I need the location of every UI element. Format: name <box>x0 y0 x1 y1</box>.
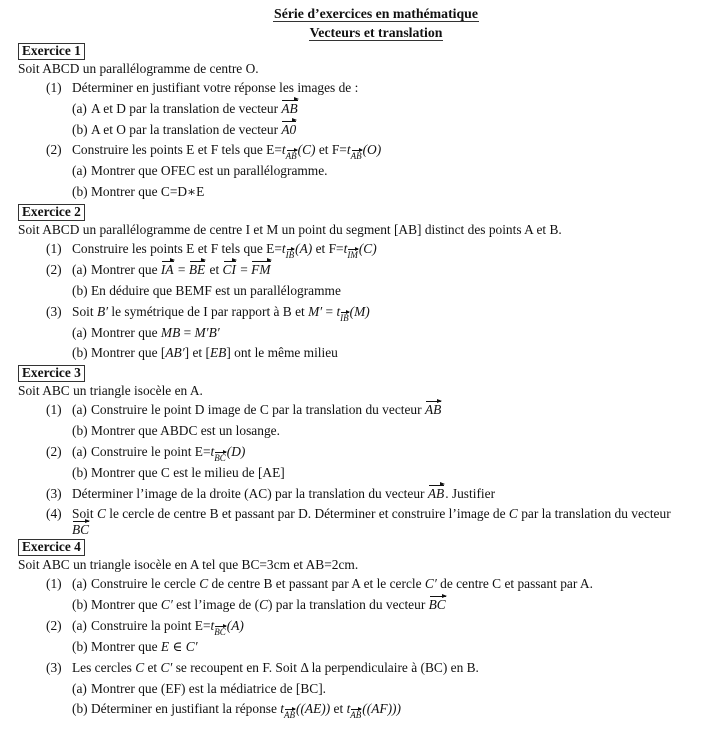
question-item <box>18 574 712 595</box>
text-run: par la translation du vecteur <box>517 506 671 522</box>
text-run: . Justifier <box>445 485 496 501</box>
vector: A0 <box>281 121 297 137</box>
translation-symbol: tAB <box>346 142 362 162</box>
text-run: Montrer que ABDC est un losange. <box>91 422 280 438</box>
math-expression: (M) <box>349 303 370 319</box>
math-expression: C <box>199 576 209 592</box>
question-text <box>72 80 358 95</box>
math-expression: AB′ <box>165 345 185 361</box>
text-run: Déterminer en justifiant la réponse <box>91 701 281 717</box>
exercise-statement: Soit ABCD un parallélogramme de centre O. <box>18 61 259 76</box>
question-number: (2) <box>46 443 62 459</box>
question-item <box>18 616 712 637</box>
question-number: (3) <box>46 303 62 319</box>
subquestion-letter: (a) <box>72 261 87 277</box>
question-item <box>18 182 712 203</box>
text-run: et F= <box>312 240 344 256</box>
math-expression: M′ <box>308 303 323 319</box>
question-number: (1) <box>46 240 62 256</box>
text-run: Montrer que C est le milieu de [AE] <box>91 464 285 480</box>
translation-vector: AB <box>284 710 295 721</box>
translation-vector: IM <box>347 249 358 260</box>
translation-vector: AB <box>350 710 362 721</box>
math-expression: MB <box>160 324 181 340</box>
exercise-statement: Soit ABC un triangle isocèle en A tel que BC=3cm et AB=2cm. <box>18 557 359 573</box>
question-item <box>18 239 712 260</box>
translation-vector: IB <box>285 249 295 260</box>
question-item <box>18 400 712 421</box>
subquestion-letter: (b) <box>72 701 88 717</box>
exercise-header <box>18 203 712 221</box>
question-text <box>72 660 479 675</box>
question-item <box>18 421 712 442</box>
vector: AB <box>427 485 445 501</box>
question-item <box>18 78 712 99</box>
question-text <box>91 423 280 438</box>
question-text <box>91 283 341 298</box>
question-text <box>91 163 328 178</box>
math-expression: (C) <box>358 240 377 256</box>
question-text <box>72 142 382 162</box>
question-text <box>72 486 495 501</box>
text-run: = <box>322 303 337 319</box>
text-run: Les cercles <box>72 659 136 675</box>
math-expression: M′B′ <box>194 324 220 340</box>
exercise-label: Exercice 1 <box>18 43 85 60</box>
text-run: ) par la translation du vecteur <box>268 597 429 613</box>
subquestion-letter: (b) <box>72 638 88 654</box>
text-run: = <box>174 261 189 277</box>
math-expression: (A) <box>295 240 313 256</box>
question-number: (3) <box>46 659 62 675</box>
vector: IA <box>160 261 174 277</box>
question-item <box>18 699 712 720</box>
question-item <box>18 161 712 182</box>
exercise-statement: Soit ABC un triangle isocèle en A. <box>18 383 203 399</box>
question-item <box>18 281 712 302</box>
question-text <box>72 240 377 260</box>
text-run: se recoupent en F. Soit Δ la perpendiculaire à (BC) en B. <box>172 659 479 675</box>
math-expression: B′ <box>96 303 109 319</box>
translation-symbol: tIM <box>343 240 358 260</box>
question-text <box>91 639 198 654</box>
question-text <box>91 402 442 417</box>
text-run: A et D par la translation de vecteur <box>91 100 282 116</box>
subquestion-letter: (a) <box>72 402 87 418</box>
translation-symbol: tIB <box>281 240 295 260</box>
exercise-1 <box>18 42 712 203</box>
question-number: (2) <box>46 142 62 158</box>
subquestion-letter: (a) <box>72 576 87 592</box>
math-expression: C <box>96 506 106 522</box>
subquestion-letter: (a) <box>72 680 87 696</box>
text-run: Montrer que (EF) est la médiatrice de [BC]. <box>91 680 327 696</box>
exercise-2 <box>18 203 712 364</box>
text-run: ] ont le même milieu <box>226 345 338 361</box>
math-expression: ((AE)) <box>296 701 331 717</box>
document-title: Série d’exercices en mathématique <box>274 6 478 21</box>
exercise-header <box>18 364 712 382</box>
question-item <box>18 442 712 463</box>
question-number: (3) <box>46 485 62 501</box>
text-run: Construire la point E= <box>91 617 211 633</box>
text-run: A et O par la translation de vecteur <box>91 121 282 137</box>
text-run: Montrer que OFEC est un parallélogramme. <box>91 163 328 179</box>
question-item <box>18 463 712 484</box>
subquestion-letter: (b) <box>72 184 88 200</box>
exercise-list <box>18 42 712 720</box>
text-run: Montrer que C=D∗E <box>91 184 205 200</box>
question-item <box>18 658 712 679</box>
text-run: de centre C et passant par A. <box>436 576 593 592</box>
question-item <box>18 343 712 364</box>
math-expression: E ∈ C′ <box>160 638 198 654</box>
math-expression: C <box>135 659 145 675</box>
question-text <box>91 262 272 277</box>
exercise-label: Exercice 2 <box>18 204 85 221</box>
translation-vector: BC <box>214 452 226 463</box>
subquestion-letter: (a) <box>72 324 87 340</box>
math-expression: C′ <box>160 597 173 613</box>
text-run: Montrer que <box>91 324 161 340</box>
question-text <box>91 345 338 360</box>
exercise-4 <box>18 538 712 720</box>
question-item <box>18 637 712 658</box>
question-number: (1) <box>46 576 62 592</box>
question-item <box>18 120 712 141</box>
text-run: Soit <box>72 506 97 522</box>
question-number: (1) <box>46 402 62 418</box>
text-run: Construire le cercle <box>91 576 200 592</box>
question-text <box>72 303 370 323</box>
text-run: Déterminer l’image de la droite (AC) par la translation du vecteur <box>72 485 428 501</box>
math-expression: C′ <box>160 659 173 675</box>
translation-symbol: tAB <box>346 701 362 721</box>
vector: AB <box>424 402 442 418</box>
vector: FM <box>251 261 271 277</box>
translation-symbol: tBC <box>210 617 226 637</box>
translation-symbol: tBC <box>210 443 226 463</box>
math-expression: C′ <box>424 576 437 592</box>
translation-vector: AB <box>350 151 362 162</box>
question-item <box>18 504 712 538</box>
vector: BC <box>428 597 446 613</box>
subquestion-letter: (a) <box>72 100 87 116</box>
text-run: En déduire que BEMF est un parallélogramme <box>91 282 341 298</box>
question-text <box>91 576 593 591</box>
subquestion-letter: (b) <box>72 597 88 613</box>
text-run: Déterminer en justifiant votre réponse les images de : <box>72 80 359 95</box>
subquestion-letter: (b) <box>72 121 88 137</box>
exercise-header <box>18 538 712 556</box>
exercise-label: Exercice 4 <box>18 539 85 556</box>
question-item <box>18 595 712 616</box>
vector: BE <box>188 261 206 277</box>
translation-vector: IB <box>340 312 349 323</box>
text-run: et F= <box>315 142 347 158</box>
question-text <box>91 701 401 721</box>
exercise-statement: Soit ABCD un parallélogramme de centre I et M un point du segment [AB] distinct des points A et B. <box>18 221 562 237</box>
vector: AB <box>281 100 298 116</box>
question-item <box>18 484 712 505</box>
exercise-label: Exercice 3 <box>18 365 85 382</box>
text-run: Construire les points E et F tels que E= <box>72 142 282 158</box>
question-number: (4) <box>46 506 62 522</box>
math-expression: (C) <box>297 142 316 158</box>
math-expression: C <box>508 506 518 522</box>
question-text <box>91 681 326 696</box>
question-item <box>18 302 712 323</box>
text-run: Montrer que [ <box>91 345 166 361</box>
question-number: (2) <box>46 617 62 633</box>
math-expression: (D) <box>226 443 246 459</box>
text-run: = <box>180 324 195 340</box>
math-expression: (O) <box>362 142 382 158</box>
question-text <box>91 101 299 116</box>
text-run: Soit <box>72 303 97 319</box>
question-text <box>91 325 220 340</box>
question-number: (1) <box>46 80 62 95</box>
math-expression: ((AF))) <box>362 701 401 717</box>
translation-vector: BC <box>214 626 226 637</box>
vector: CI <box>222 261 236 277</box>
text-run: le symétrique de I par rapport à B et <box>108 303 309 319</box>
question-item <box>18 260 712 281</box>
question-text <box>72 504 682 538</box>
text-run: de centre B et passant par A et le cercle <box>208 576 425 592</box>
question-item <box>18 99 712 120</box>
question-text <box>91 597 447 612</box>
question-item <box>18 323 712 344</box>
text-run: Montrer que <box>91 261 161 277</box>
exercise-3 <box>18 364 712 538</box>
text-run: Construire le point E= <box>91 443 211 459</box>
math-expression: C <box>259 597 268 613</box>
subquestion-letter: (a) <box>72 163 87 179</box>
question-text <box>91 617 244 637</box>
subquestion-letter: (b) <box>72 345 88 361</box>
translation-symbol: tAB <box>281 142 297 162</box>
text-run: = <box>236 261 252 277</box>
subquestion-letter: (a) <box>72 443 87 459</box>
text-run: et <box>144 659 161 675</box>
math-expression: (A) <box>226 617 244 633</box>
question-item <box>18 140 712 161</box>
translation-vector: AB <box>285 151 297 162</box>
math-expression: EB <box>209 345 227 361</box>
subquestion-letter: (b) <box>72 282 88 298</box>
question-text <box>91 443 246 463</box>
vector: BC <box>72 522 90 538</box>
question-text <box>91 122 297 137</box>
text-run: Construire le point D image de C par la translation du vecteur <box>91 402 425 418</box>
text-run: et <box>206 261 223 277</box>
translation-symbol: tAB <box>280 701 295 721</box>
subquestion-letter: (a) <box>72 617 87 633</box>
text-run: Montrer que <box>91 638 161 654</box>
text-run: ] et [ <box>184 345 210 361</box>
text-run: Montrer que <box>91 597 161 613</box>
text-run: Construire les points E et F tels que E= <box>72 240 282 256</box>
subquestion-letter: (b) <box>72 464 88 480</box>
question-text <box>91 465 285 480</box>
question-text <box>91 184 204 199</box>
text-run: le cercle de centre B et passant par D. Déterminer et construire l’image de <box>105 506 509 522</box>
exercise-header <box>18 42 712 60</box>
question-item <box>18 679 712 700</box>
text-run: et <box>330 701 347 717</box>
translation-symbol: tIB <box>336 303 349 323</box>
text-run: est l’image de ( <box>172 597 260 613</box>
subquestion-letter: (b) <box>72 422 88 438</box>
document-subtitle: Vecteurs et translation <box>309 25 443 40</box>
question-number: (2) <box>46 261 62 277</box>
